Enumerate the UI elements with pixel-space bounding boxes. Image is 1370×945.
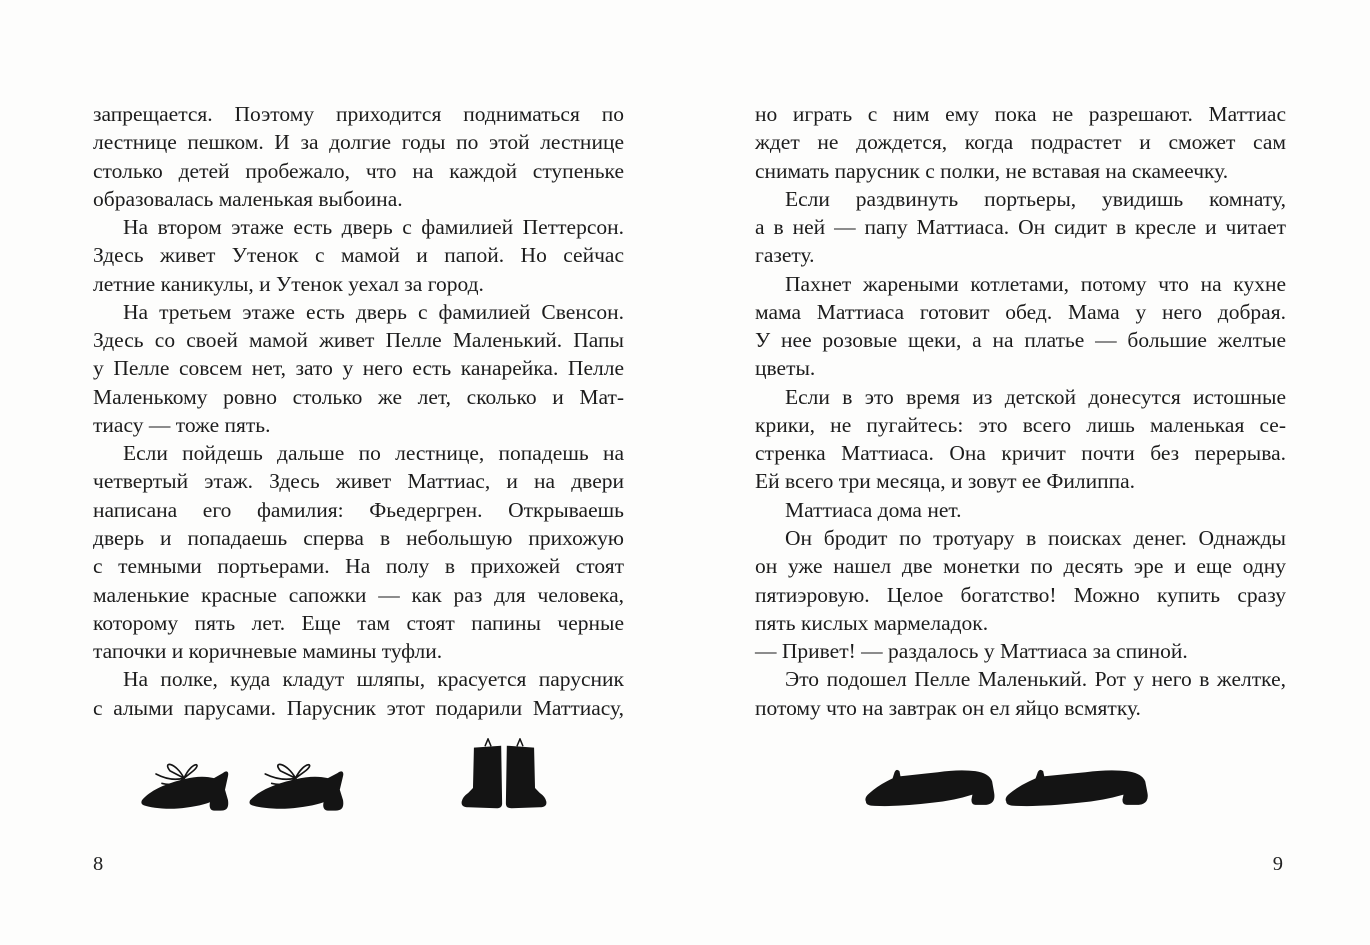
text-line: На втором этаже есть дверь с фамилией Петтерсон. bbox=[123, 215, 624, 240]
text-line: пять кислых мармеладок. bbox=[755, 610, 989, 635]
text-line: образовалась маленькая выбоина. bbox=[93, 186, 403, 211]
text-line: маленькие красные сапожки — как раз для человека, bbox=[93, 582, 624, 607]
text-line: Если раздвинуть портьеры, увидишь комнату, bbox=[785, 186, 1286, 211]
text-line: Он бродит по тротуару в поисках денег. Однажды bbox=[785, 525, 1286, 550]
text-line: Здесь со своей мамой живет Пелле Маленький. Папы bbox=[93, 328, 624, 353]
slipper-icon bbox=[863, 762, 1001, 813]
page-right-text-column bbox=[755, 100, 1286, 722]
text-line: пятиэровую. Целое богатство! Можно купить сразу bbox=[755, 582, 1286, 607]
text-line: тиасу — тоже пять. bbox=[93, 412, 271, 437]
text-line: тапочки и коричневые мамины туфли. bbox=[93, 639, 443, 664]
text-line: он уже нашел две монетки по десять эре и еще одну bbox=[755, 554, 1286, 579]
text-line: у Пелле совсем нет, зато у него есть канарейка. Пелле bbox=[93, 356, 624, 381]
text-line: Это подошел Пелле Маленький. Рот у него в желтке, bbox=[785, 667, 1286, 692]
text-line: У нее розовые щеки, а на платье — большие желтые bbox=[755, 328, 1286, 353]
text-line: Здесь живет Утенок с мамой и папой. Но сейчас bbox=[93, 243, 624, 268]
text-line: На полке, куда кладут шляпы, красуется парусник bbox=[123, 667, 624, 692]
text-line: Маттиаса дома нет. bbox=[785, 497, 962, 522]
text-line: цветы. bbox=[755, 356, 816, 381]
text-line: четвертый этаж. Здесь живет Маттиас, и на двери bbox=[93, 469, 624, 494]
text-line: крики, не пугайтесь: это всего лишь маленькая се- bbox=[755, 412, 1286, 437]
text-line: дверь и попадаешь сперва в небольшую прихожую bbox=[93, 525, 624, 550]
text-line: столько детей пробежало, что на каждой ступеньке bbox=[93, 158, 624, 183]
text-line: лестнице пешком. И за долгие годы по этой лестнице bbox=[93, 130, 624, 155]
text-line: а в ней — папу Маттиаса. Он сидит в кресле и читает bbox=[755, 215, 1286, 240]
text-line: На третьем этаже есть дверь с фамилией Свенсон. bbox=[123, 299, 624, 324]
text-line: снимать парусник с полки, не вставая на скамеечку. bbox=[755, 158, 1229, 183]
text-line: летние каникулы, и Утенок уехал за город. bbox=[93, 271, 484, 296]
shoe-with-bow-icon bbox=[248, 752, 356, 819]
page-left-text-column bbox=[93, 100, 624, 722]
text-line: потому что на завтрак он ел яйцо всмятку. bbox=[755, 695, 1141, 720]
text-line: написана его фамилия: Фьедергрен. Открываешь bbox=[93, 497, 624, 522]
text-line: но играть с ним ему пока не разрешают. Маттиас bbox=[755, 102, 1286, 126]
text-line: газету. bbox=[755, 243, 815, 268]
shoe-with-bow-icon bbox=[140, 752, 240, 819]
text-line: которому пять лет. Еще там стоят папины черные bbox=[93, 610, 624, 635]
text-line: Маленькому ровно столько же лет, сколько и Мат- bbox=[93, 384, 624, 409]
pair-of-boots-icon bbox=[457, 738, 551, 815]
page-number-left: 8 bbox=[93, 853, 104, 875]
text-line: с алыми парусами. Парусник этот подарили Маттиасу, bbox=[93, 695, 624, 720]
text-line: стренка Маттиаса. Она кричит почти без перерыва. bbox=[755, 441, 1286, 466]
slipper-icon bbox=[1003, 762, 1155, 813]
text-line: ждет не дождется, когда подрастет и сможет сам bbox=[755, 130, 1286, 155]
text-line: — Привет! — раздалось у Маттиаса за спиной. bbox=[755, 639, 1188, 664]
text-line: Ей всего три месяца, и зовут ее Филиппа. bbox=[755, 469, 1136, 494]
text-line: Пахнет жареными котлетами, потому что на кухне bbox=[785, 271, 1286, 296]
text-line: мама Маттиаса готовит обед. Мама у него добрая. bbox=[755, 299, 1286, 324]
text-line: Если в это время из детской донесутся истошные bbox=[785, 384, 1286, 409]
text-line: с темными портьерами. На полу в прихожей стоят bbox=[93, 554, 624, 579]
page-number-right: 9 bbox=[1272, 853, 1283, 875]
text-line: запрещается. Поэтому приходится подниматься по bbox=[93, 102, 624, 126]
text-line: Если пойдешь дальше по лестнице, попадешь на bbox=[123, 441, 624, 466]
